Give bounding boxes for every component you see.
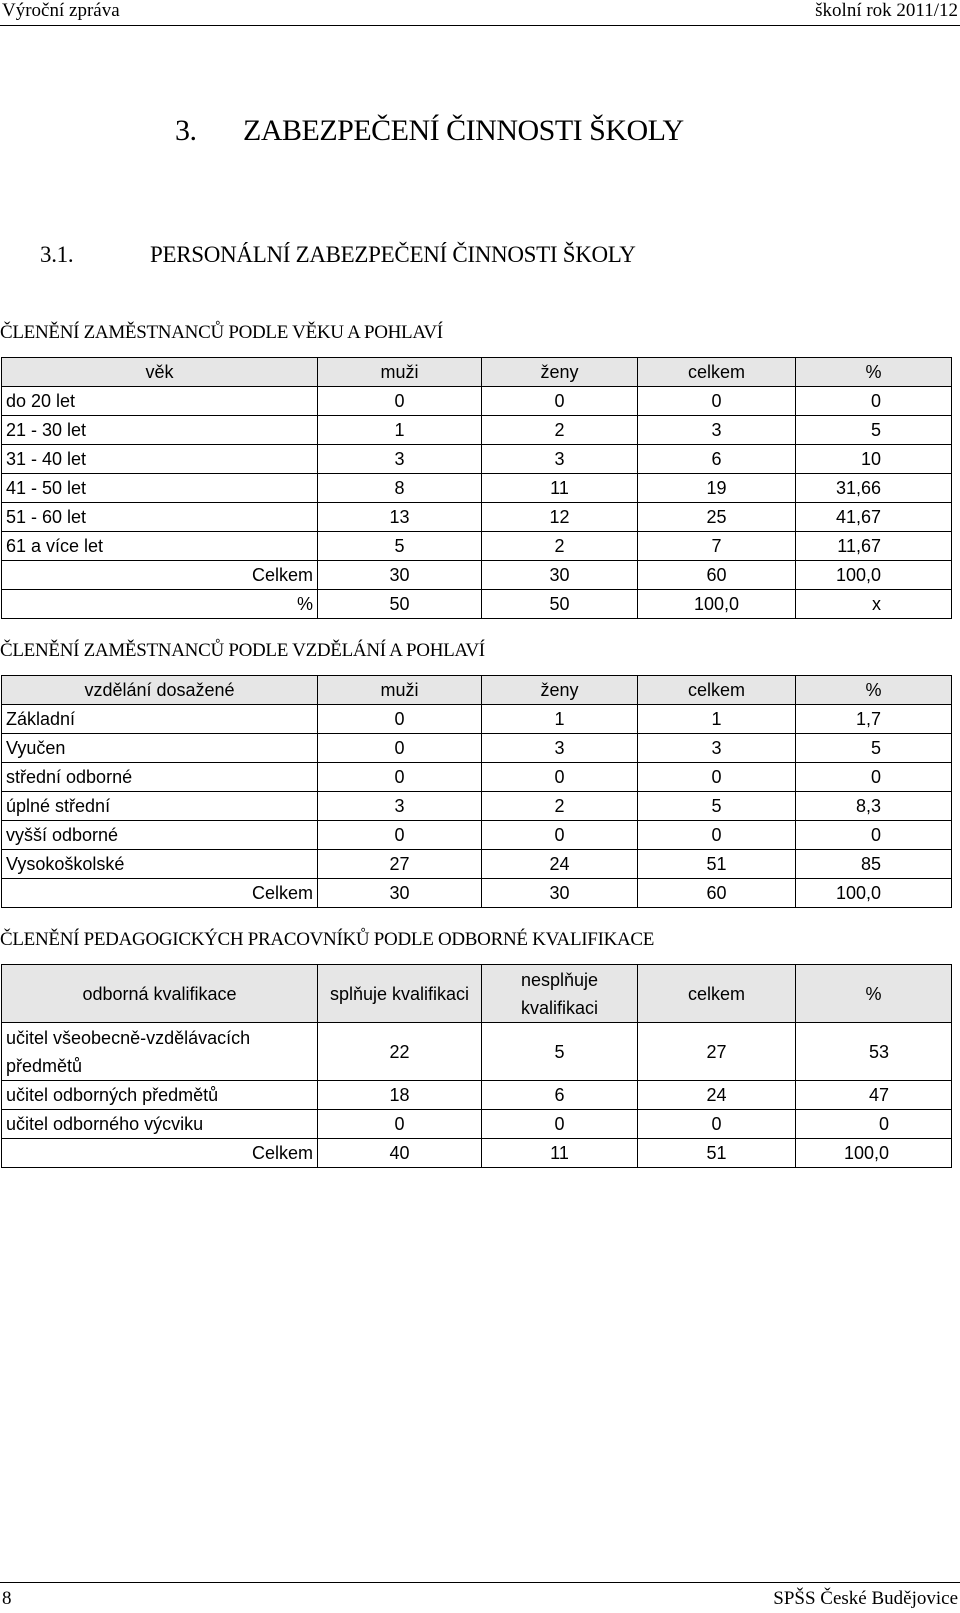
table-cell: 85: [796, 850, 952, 879]
table-cell: 1: [638, 705, 796, 734]
row-label: %: [2, 590, 318, 619]
table-cell: 11: [482, 1139, 638, 1168]
table-cell: 0: [318, 387, 482, 416]
edu-table-title: ČLENĚNÍ ZAMĚSTNANCŮ PODLE VZDĚLÁNÍ A POHLAVÍ: [0, 640, 485, 661]
table-cell: 0: [482, 821, 638, 850]
table-cell: 60: [638, 879, 796, 908]
table-row: [2, 503, 952, 532]
age-table-title: ČLENĚNÍ ZAMĚSTNANCŮ PODLE VĚKU A POHLAVÍ: [0, 322, 443, 343]
table-cell: 1,7: [796, 705, 952, 734]
table-row: [2, 734, 952, 763]
table-cell: 0: [318, 763, 482, 792]
section-title: PERSONÁLNÍ ZABEZPEČENÍ ČINNOSTI ŠKOLY: [150, 242, 636, 267]
table-row: [2, 763, 952, 792]
table-cell: 6: [482, 1081, 638, 1110]
table-row: [2, 1139, 952, 1168]
table-cell: 5: [482, 1023, 638, 1081]
column-header: muži: [318, 676, 482, 705]
header-doc-title: Výroční zpráva: [2, 0, 120, 21]
table-row: [2, 561, 952, 590]
table-cell: 100,0: [638, 590, 796, 619]
table-row: [2, 1110, 952, 1139]
column-header: ženy: [482, 358, 638, 387]
table-cell: 30: [482, 879, 638, 908]
table-cell: 7: [638, 532, 796, 561]
row-label: Celkem: [2, 879, 318, 908]
table-cell: 0: [638, 821, 796, 850]
table-cell: 12: [482, 503, 638, 532]
table-row: [2, 416, 952, 445]
table-cell: 5: [638, 792, 796, 821]
row-label: Celkem: [2, 1139, 318, 1168]
column-header: ženy: [482, 676, 638, 705]
table-cell: 0: [796, 821, 952, 850]
table-cell: 50: [482, 590, 638, 619]
table-cell: 0: [482, 1110, 638, 1139]
table-cell: 0: [638, 1110, 796, 1139]
row-label: vyšší odborné: [2, 821, 318, 850]
table-cell: 2: [482, 416, 638, 445]
table-cell: 24: [482, 850, 638, 879]
row-label: do 20 let: [2, 387, 318, 416]
table-cell: 53: [796, 1023, 952, 1081]
table-cell: 30: [318, 879, 482, 908]
row-label: střední odborné: [2, 763, 318, 792]
section-number: 3.1.: [40, 242, 74, 267]
row-label: 21 - 30 let: [2, 416, 318, 445]
table-cell: 0: [482, 387, 638, 416]
table-header-row: [2, 676, 952, 705]
table-cell: 27: [318, 850, 482, 879]
table-cell: 41,67: [796, 503, 952, 532]
row-label: úplné střední: [2, 792, 318, 821]
table-cell: x: [796, 590, 952, 619]
table-cell: 47: [796, 1081, 952, 1110]
table-row: [2, 532, 952, 561]
table-cell: 0: [318, 1110, 482, 1139]
chapter-title: ZABEZPEČENÍ ČINNOSTI ŠKOLY: [243, 114, 684, 147]
column-header: %: [796, 965, 952, 1023]
table-cell: 27: [638, 1023, 796, 1081]
table-cell: 0: [318, 705, 482, 734]
table-row: [2, 792, 952, 821]
row-label: 41 - 50 let: [2, 474, 318, 503]
table-cell: 2: [482, 532, 638, 561]
qual-table-title: ČLENĚNÍ PEDAGOGICKÝCH PRACOVNÍKŮ PODLE ODBORNÉ KVALIFIKACE: [0, 929, 655, 950]
table-cell: 3: [638, 416, 796, 445]
table-row: [2, 1081, 952, 1110]
header-divider: [0, 25, 960, 26]
column-header: %: [796, 676, 952, 705]
column-header: celkem: [638, 965, 796, 1023]
row-label: učitel odborného výcviku: [2, 1110, 318, 1139]
page-number: 8: [2, 1588, 12, 1609]
row-label: Vysokoškolské: [2, 850, 318, 879]
table-row: [2, 821, 952, 850]
chapter-number: 3.: [175, 114, 197, 147]
row-label: Základní: [2, 705, 318, 734]
table-cell: 3: [638, 734, 796, 763]
table-cell: 3: [318, 792, 482, 821]
table-cell: 100,0: [796, 1139, 952, 1168]
table-cell: 11: [482, 474, 638, 503]
footer-divider: [0, 1582, 960, 1583]
table-row: [2, 1023, 952, 1081]
table-cell: 1: [482, 705, 638, 734]
table-cell: 0: [638, 763, 796, 792]
table-row: [2, 387, 952, 416]
table-cell: 100,0: [796, 879, 952, 908]
table-cell: 0: [796, 387, 952, 416]
qualification-table: [1, 964, 952, 1168]
table-cell: 0: [318, 821, 482, 850]
table-cell: 3: [318, 445, 482, 474]
table-cell: 5: [796, 734, 952, 763]
table-cell: 24: [638, 1081, 796, 1110]
table-cell: 51: [638, 1139, 796, 1168]
row-label: Celkem: [2, 561, 318, 590]
table-row: [2, 850, 952, 879]
row-label: učitel všeobecně-vzdělávacích předmětů: [2, 1023, 318, 1081]
column-header: splňuje kvalifikaci: [318, 965, 482, 1023]
education-table: [1, 675, 952, 908]
table-cell: 13: [318, 503, 482, 532]
column-header: vzdělání dosažené: [2, 676, 318, 705]
header-school-year: školní rok 2011/12: [815, 0, 958, 21]
column-header: věk: [2, 358, 318, 387]
table-cell: 0: [638, 387, 796, 416]
row-label: 31 - 40 let: [2, 445, 318, 474]
column-header: nesplňuje kvalifikaci: [482, 965, 638, 1023]
table-cell: 1: [318, 416, 482, 445]
footer-school-name: SPŠS České Budějovice: [773, 1588, 958, 1609]
column-header: %: [796, 358, 952, 387]
column-header: celkem: [638, 676, 796, 705]
table-cell: 5: [796, 416, 952, 445]
table-cell: 8,3: [796, 792, 952, 821]
table-cell: 2: [482, 792, 638, 821]
chapter-heading: [175, 114, 684, 148]
table-cell: 31,66: [796, 474, 952, 503]
table-header-row: [2, 358, 952, 387]
table-cell: 51: [638, 850, 796, 879]
table-cell: 40: [318, 1139, 482, 1168]
table-cell: 0: [796, 763, 952, 792]
table-cell: 50: [318, 590, 482, 619]
table-cell: 11,67: [796, 532, 952, 561]
table-cell: 8: [318, 474, 482, 503]
table-cell: 5: [318, 532, 482, 561]
table-cell: 0: [318, 734, 482, 763]
age-table: [1, 357, 952, 619]
table-cell: 19: [638, 474, 796, 503]
section-heading: [40, 242, 636, 268]
table-cell: 0: [482, 763, 638, 792]
table-cell: 0: [796, 1110, 952, 1139]
row-label: Vyučen: [2, 734, 318, 763]
table-cell: 6: [638, 445, 796, 474]
page-header: [0, 0, 960, 26]
table-cell: 100,0: [796, 561, 952, 590]
row-label: 61 a více let: [2, 532, 318, 561]
table-cell: 25: [638, 503, 796, 532]
column-header: muži: [318, 358, 482, 387]
table-cell: 3: [482, 445, 638, 474]
table-cell: 30: [482, 561, 638, 590]
table-cell: 60: [638, 561, 796, 590]
table-cell: 18: [318, 1081, 482, 1110]
table-row: [2, 590, 952, 619]
table-row: [2, 445, 952, 474]
table-row: [2, 705, 952, 734]
table-header-row: [2, 965, 952, 1023]
table-row: [2, 879, 952, 908]
table-cell: 10: [796, 445, 952, 474]
row-label: 51 - 60 let: [2, 503, 318, 532]
table-cell: 3: [482, 734, 638, 763]
table-row: [2, 474, 952, 503]
table-cell: 30: [318, 561, 482, 590]
row-label: učitel odborných předmětů: [2, 1081, 318, 1110]
table-cell: 22: [318, 1023, 482, 1081]
column-header: celkem: [638, 358, 796, 387]
column-header: odborná kvalifikace: [2, 965, 318, 1023]
